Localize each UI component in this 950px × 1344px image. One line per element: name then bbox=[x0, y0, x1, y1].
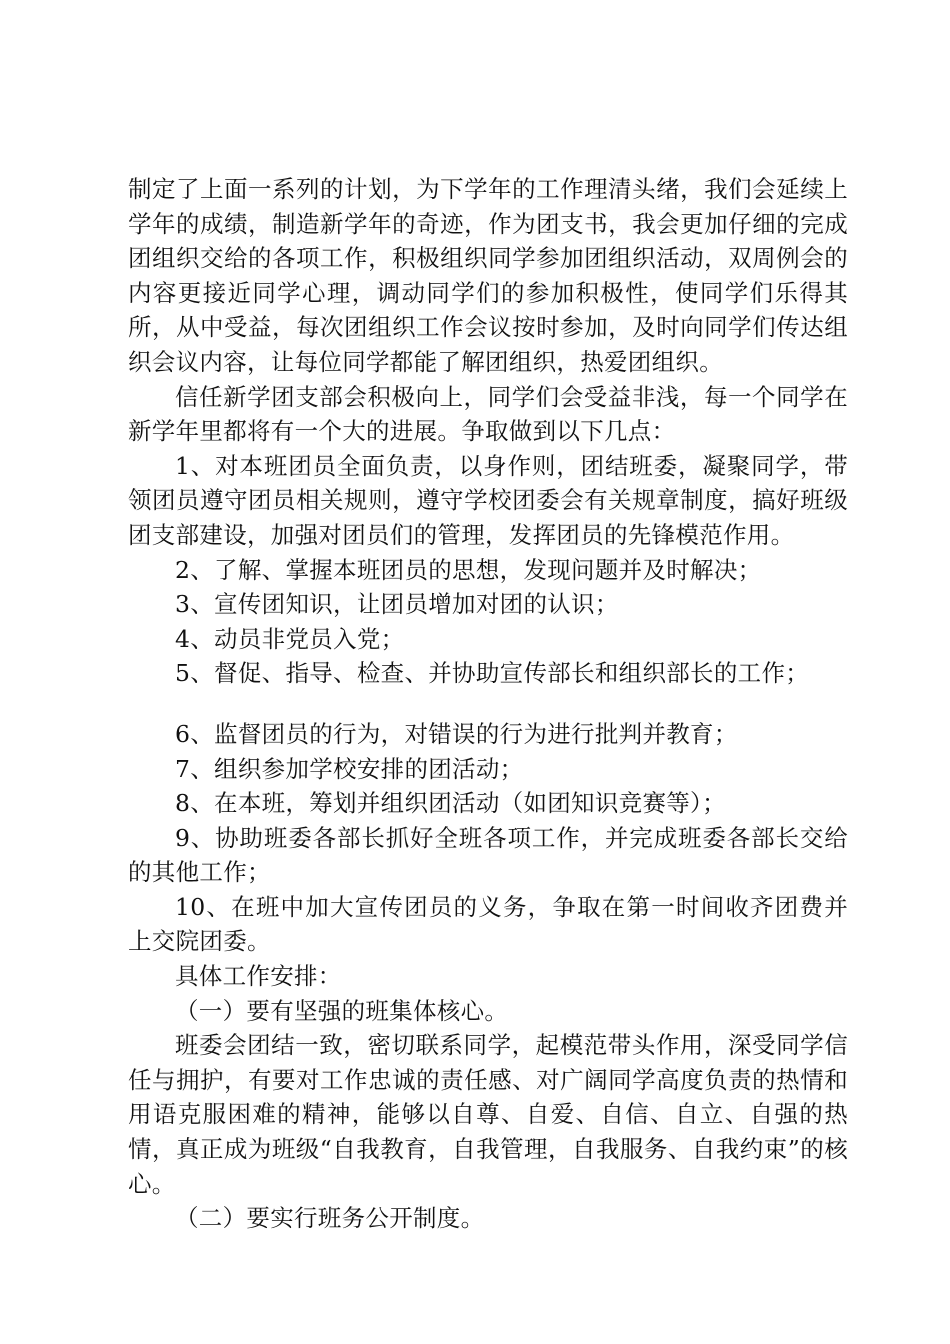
subheading-open-affairs: （二）要实行班务公开制度。 bbox=[175, 1204, 485, 1233]
paragraph-class-committee: 班委会团结一致，密切联系同学，起模范带头作用，深受同学信任与拥护，有要对工作忠诚的责任感、对广阔同学高度负责的热情和用语克服困难的精神，能够以自尊、自爱、自信、自立、自强的热情，真正成为班级“自我教育，自我管理，自我服务、自我约束”的核心。 bbox=[128, 1031, 848, 1198]
list-item-1: 1、对本班团员全面负责，以身作则，团结班委，凝聚同学，带领团员遵守团员相关规则，遵守学校团委会有关规章制度，搞好班级团支部建设，加强对团员们的管理，发挥团员的先锋模范作用。 bbox=[128, 451, 848, 549]
list-item-4: 4、动员非党员入党； bbox=[175, 624, 405, 653]
subheading-class-core: （一）要有坚强的班集体核心。 bbox=[175, 996, 509, 1025]
paragraph-trust-intro: 信任新学团支部会积极向上，同学们会受益非浅，每一个同学在新学年里都将有一个大的进展。争取做到以下几点： bbox=[128, 382, 848, 446]
paragraph-plan-summary: 制定了上面一系列的计划，为下学年的工作理清头绪，我们会延续上学年的成绩，制造新学年的奇迹，作为团支书，我会更加仔细的完成团组织交给的各项工作，积极组织同学参加团组织活动，双周例会的内容更接近同学心理，调动同学们的参加积极性，使同学们乐得其所，从中受益，每次团组织工作会议按时参加，及时向同学们传达组织会议内容，让每位同学都能了解团组织，热爱团组织。 bbox=[128, 175, 848, 376]
list-item-5: 5、督促、指导、检查、并协助宣传部长和组织部长的工作； bbox=[175, 659, 810, 688]
list-item-3: 3、宣传团知识，让团员增加对团的认识； bbox=[175, 590, 619, 619]
list-item-7: 7、组织参加学校安排的团活动； bbox=[175, 754, 524, 783]
list-item-6: 6、监督团员的行为，对错误的行为进行批判并教育； bbox=[175, 719, 738, 748]
list-item-2: 2、了解、掌握本班团员的思想，发现问题并及时解决； bbox=[175, 555, 762, 584]
document-body bbox=[128, 172, 848, 1236]
section-heading-arrangements: 具体工作安排： bbox=[175, 962, 342, 991]
list-item-8: 8、在本班，筹划并组织团活动（如团知识竞赛等）； bbox=[175, 789, 726, 818]
list-item-10: 10、在班中加大宣传团员的义务，争取在第一时间收齐团费并上交院团委。 bbox=[128, 892, 848, 956]
list-item-9: 9、协助班委各部长抓好全班各项工作，并完成班委各部长交给的其他工作； bbox=[128, 823, 848, 887]
